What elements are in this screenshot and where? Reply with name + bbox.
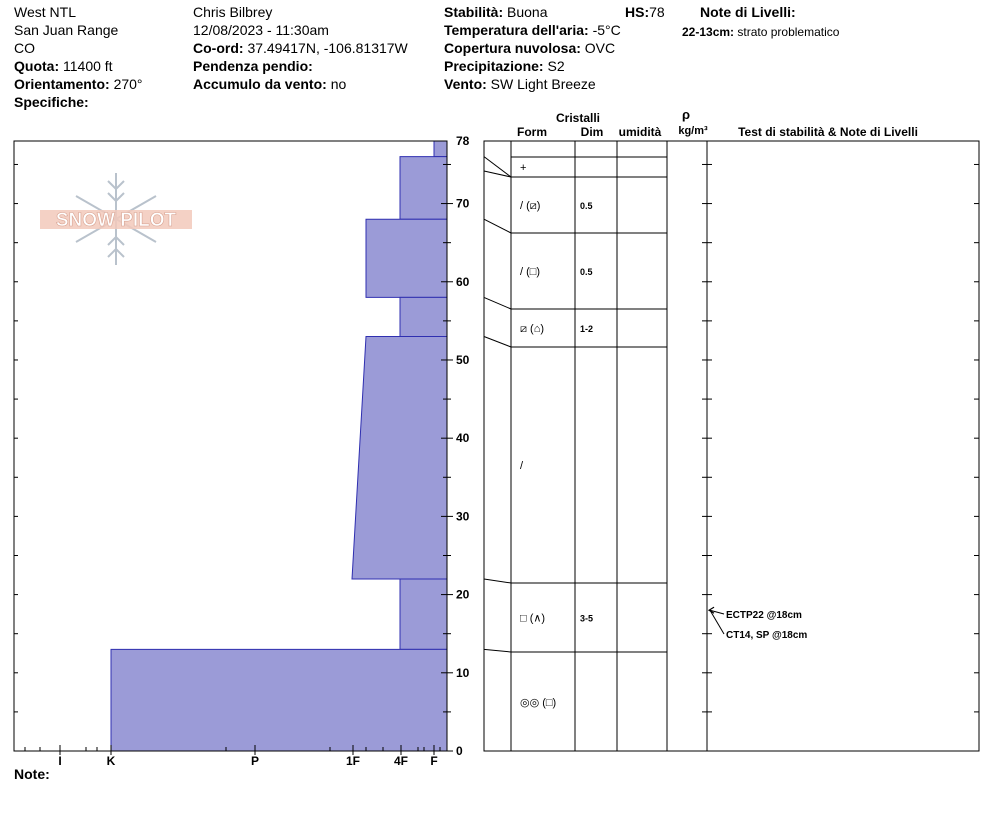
observer: Chris Bilbrey <box>193 4 273 20</box>
coord-value: 37.49417N, -106.81317W <box>247 40 408 56</box>
hardness-layer-6 <box>111 649 447 751</box>
depth-tick-label: 70 <box>456 196 470 211</box>
hardness-layer-0 <box>434 141 447 157</box>
coord-label: Co-ord: <box>193 40 244 56</box>
hardness-tick-label: 4F <box>393 754 409 768</box>
slope-label: Pendenza pendio: <box>193 58 313 74</box>
stability-label: Stabilità: <box>444 4 504 20</box>
depth-tick-label: 60 <box>456 274 470 289</box>
layer-connector <box>484 297 511 309</box>
layer-connector <box>484 649 511 652</box>
header-crystals: Cristalli <box>555 111 601 125</box>
sky-value: OVC <box>584 40 616 56</box>
elevation-value: 11400 ft <box>63 58 113 74</box>
hardness-layer-4 <box>352 337 447 579</box>
hs-value: 78 <box>649 4 665 20</box>
layer-notes-title: Note di Livelli: <box>700 4 796 20</box>
crystal-form-slash-square-icon: / (□) <box>520 266 541 278</box>
hardness-tick-label: P <box>250 754 260 768</box>
logo-text: SNOW PILOT <box>55 210 177 231</box>
depth-tick-label: 50 <box>456 352 470 367</box>
precip-label: Precipitazione: <box>444 58 544 74</box>
crystal-size: 1-2 <box>580 324 594 334</box>
wind-value: SW Light Breeze <box>490 76 596 92</box>
precip-value: S2 <box>547 58 565 74</box>
state: CO <box>14 40 35 56</box>
crystal-form-square-hat-icon: □ (∧) <box>520 612 546 625</box>
layer-note-range: 22-13cm: <box>682 25 735 39</box>
crystal-size: 0.5 <box>580 267 593 277</box>
stability-test-label: ECTP22 @18cm <box>726 610 802 621</box>
header-size: Dim <box>580 125 604 139</box>
depth-tick-label: 40 <box>456 431 470 446</box>
sky-label: Copertura nuvolosa: <box>444 40 581 56</box>
range: San Juan Range <box>14 22 119 38</box>
crystal-size: 0.5 <box>580 201 593 211</box>
depth-tick-label: 10 <box>456 665 470 680</box>
hardness-tick-label: I <box>58 754 62 768</box>
hardness-layers <box>111 141 447 751</box>
crystal-form-box-hat-icon: ⧄ (⌂) <box>520 323 545 335</box>
depth-tick-label: 0 <box>456 744 463 758</box>
snowpilot-logo <box>40 173 192 265</box>
header-moisture: umidità <box>618 125 662 139</box>
header-rho: ρ <box>681 107 691 122</box>
hs-label: HS: <box>625 4 650 20</box>
hardness-layer-5 <box>400 579 447 649</box>
datetime: 12/08/2023 - 11:30am <box>193 22 329 38</box>
air-temp-value: -5°C <box>592 22 621 38</box>
header-tests: Test di stabilità & Note di Livelli <box>738 125 918 139</box>
stability-value: Buona <box>507 4 548 20</box>
hardness-tick-label: K <box>106 754 116 768</box>
wind-label: Vento: <box>444 76 487 92</box>
layer-connector <box>484 219 511 233</box>
stability-tests <box>709 607 807 641</box>
header-form: Form <box>517 125 547 139</box>
header-density: kg/m³ <box>678 125 708 137</box>
air-temp-label: Temperatura dell'aria: <box>444 22 589 38</box>
location: West NTL <box>14 4 76 20</box>
crystal-form-slash-icon: / <box>520 460 524 472</box>
aspect-label: Orientamento: <box>14 76 110 92</box>
elevation-label: Quota: <box>14 58 60 74</box>
crystal-form-double-circle-icon: ◎◎ (□) <box>520 697 557 709</box>
hardness-layer-1 <box>400 157 447 220</box>
notes-label: Note: <box>14 766 50 782</box>
depth-tick-label: 20 <box>456 587 470 602</box>
crystal-form-plus-icon: + <box>520 162 527 174</box>
depth-tick-label: 78 <box>456 134 470 148</box>
layer-connector <box>484 579 511 583</box>
layer-note-text: strato problematico <box>737 25 840 39</box>
hardness-tick-label: F <box>430 754 438 768</box>
depth-tick-label: 30 <box>456 509 470 524</box>
wind-loading-label: Accumulo da vento: <box>193 76 327 92</box>
specifics-label: Specifiche: <box>14 94 89 110</box>
stability-test-label: CT14, SP @18cm <box>726 630 808 641</box>
density-column-ticks <box>702 164 979 751</box>
hardness-tick-label: 1F <box>345 754 361 768</box>
crystal-size: 3-5 <box>580 613 594 624</box>
layer-connector <box>484 337 511 347</box>
hardness-layer-3 <box>400 297 447 336</box>
crystal-form-slash-box-icon: / (⧄) <box>520 200 541 212</box>
aspect-value: 270° <box>113 76 143 92</box>
wind-loading-value: no <box>330 76 347 92</box>
hardness-layer-2 <box>366 219 447 297</box>
